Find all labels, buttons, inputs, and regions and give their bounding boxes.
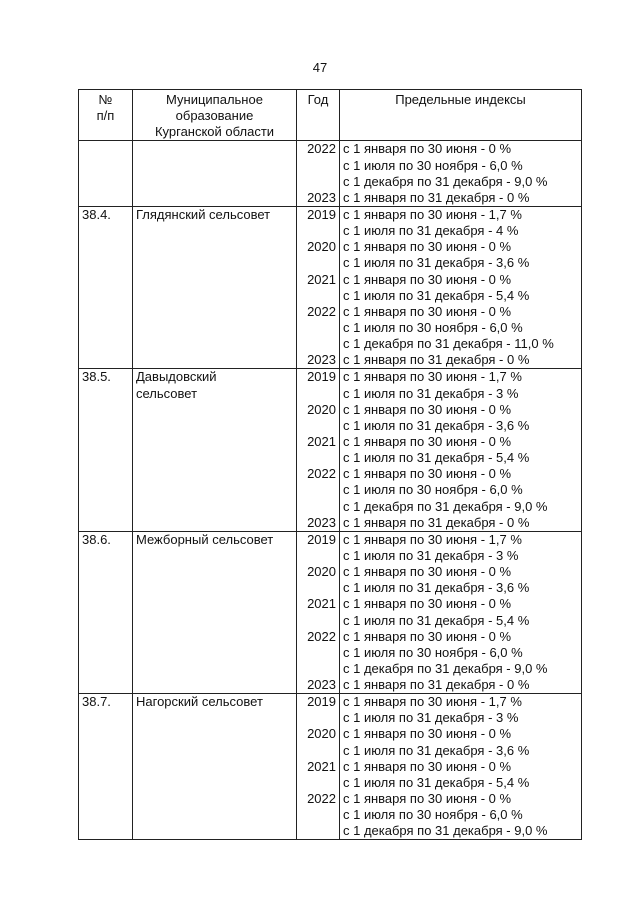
index-line: с 1 января по 30 июня - 0 % (343, 141, 512, 157)
table-row (79, 531, 582, 693)
index-line: с 1 декабря по 31 декабря - 9,0 % (343, 173, 548, 189)
index-line: с 1 июля по 31 декабря - 3,6 % (343, 417, 530, 433)
year-line: 2022 (307, 141, 336, 157)
year-line: 2021 (307, 433, 336, 449)
indices-cell (340, 141, 582, 207)
header-line: № (98, 92, 113, 107)
row-number-cell: 38.7. (79, 694, 133, 840)
year-line: 2022 (307, 791, 336, 807)
index-line: с 1 января по 30 июня - 0 % (343, 401, 512, 417)
index-line: с 1 января по 30 июня - 0 % (343, 564, 512, 580)
index-line: с 1 января по 31 декабря - 0 % (343, 189, 530, 205)
year-line (300, 710, 336, 726)
index-line: с 1 января по 30 июня - 0 % (343, 628, 512, 644)
index-line: с 1 июля по 31 декабря - 5,4 % (343, 287, 530, 303)
year-line (300, 775, 336, 791)
header-line: образование (175, 108, 254, 124)
year-line (300, 320, 336, 336)
index-line: с 1 июля по 30 ноября - 6,0 % (343, 482, 523, 498)
year-line: 2020 (307, 564, 336, 580)
index-line: с 1 июля по 31 декабря - 3 % (343, 385, 519, 401)
index-line: с 1 июля по 31 декабря - 5,4 % (343, 612, 530, 628)
index-line: с 1 января по 31 декабря - 0 % (343, 514, 530, 530)
index-line: с 1 января по 30 июня - 0 % (343, 466, 512, 482)
year-line (300, 613, 336, 629)
index-line: с 1 июля по 31 декабря - 5,4 % (343, 450, 530, 466)
index-line: с 1 января по 30 июня - 0 % (343, 271, 512, 287)
index-line: с 1 июля по 31 декабря - 3,6 % (343, 580, 530, 596)
index-line: с 1 января по 30 июня - 0 % (343, 303, 512, 319)
year-cell (297, 531, 340, 693)
municipality-name-line: Межборный сельсовет (136, 531, 274, 547)
year-line (300, 645, 336, 661)
year-line (300, 482, 336, 498)
year-line (300, 418, 336, 434)
header-line: Курганской области (154, 124, 275, 140)
index-line: с 1 января по 31 декабря - 0 % (343, 352, 530, 368)
table-header-row (79, 90, 582, 141)
row-number-cell (79, 141, 133, 207)
index-line: с 1 января по 30 июня - 0 % (343, 433, 512, 449)
year-line: 2020 (307, 401, 336, 417)
header-line: Предельные индексы (395, 92, 526, 107)
index-line: с 1 января по 30 июня - 0 % (343, 239, 512, 255)
year-line (300, 255, 336, 271)
year-line (300, 158, 336, 174)
header-year (297, 90, 340, 141)
year-cell (297, 141, 340, 207)
year-cell (297, 694, 340, 840)
index-line: с 1 января по 31 декабря - 0 % (343, 677, 530, 693)
year-line: 2021 (307, 271, 336, 287)
header-num (79, 90, 133, 141)
year-line (300, 548, 336, 564)
year-cell (297, 206, 340, 368)
index-line: с 1 декабря по 31 декабря - 9,0 % (343, 498, 548, 514)
year-line: 2019 (307, 531, 336, 547)
index-line: с 1 января по 30 июня - 1,7 % (343, 369, 522, 385)
year-line (300, 288, 336, 304)
year-line: 2019 (307, 206, 336, 222)
year-line: 2022 (307, 466, 336, 482)
municipality-cell (133, 141, 297, 207)
year-line: 2020 (307, 726, 336, 742)
index-line: с 1 января по 30 июня - 0 % (343, 758, 512, 774)
table-row (79, 206, 582, 368)
index-line: с 1 января по 30 июня - 1,7 % (343, 206, 522, 222)
header-line: Год (307, 92, 329, 107)
header-indices (340, 90, 582, 141)
index-line: с 1 января по 30 июня - 0 % (343, 596, 512, 612)
index-line: с 1 июля по 31 декабря - 3,6 % (343, 255, 530, 271)
index-line: с 1 января по 30 июня - 1,7 % (343, 694, 522, 710)
year-line: 2019 (307, 369, 336, 385)
year-line: 2023 (307, 677, 336, 693)
indices-cell (340, 531, 582, 693)
index-line: с 1 января по 30 июня - 1,7 % (343, 531, 522, 547)
year-line (300, 223, 336, 239)
year-line (300, 580, 336, 596)
year-line: 2023 (307, 189, 336, 205)
index-line: с 1 июля по 30 ноября - 6,0 % (343, 157, 523, 173)
table-row (79, 694, 582, 840)
year-line (300, 807, 336, 823)
tariff-index-table (78, 89, 582, 840)
municipality-name-line: сельсовет (136, 385, 198, 401)
header-line: п/п (96, 108, 115, 124)
municipality-name-line: Глядянский сельсовет (136, 206, 271, 222)
year-line (300, 386, 336, 402)
municipality-cell (133, 694, 297, 840)
index-line: с 1 июля по 31 декабря - 3 % (343, 710, 519, 726)
index-line: с 1 июля по 30 ноября - 6,0 % (343, 644, 523, 660)
municipality-name-line: Нагорский сельсовет (136, 694, 263, 710)
table-body (79, 141, 582, 840)
index-line: с 1 января по 30 июня - 0 % (343, 791, 512, 807)
index-line: с 1 июля по 30 ноября - 6,0 % (343, 807, 523, 823)
year-line (300, 499, 336, 515)
indices-cell (340, 694, 582, 840)
municipality-cell (133, 531, 297, 693)
year-line (300, 743, 336, 759)
year-line (300, 450, 336, 466)
page-number: 47 (312, 60, 328, 75)
index-line: с 1 июля по 31 декабря - 3,6 % (343, 742, 530, 758)
year-line: 2022 (307, 303, 336, 319)
year-line (300, 174, 336, 190)
year-line (300, 823, 336, 839)
year-line: 2021 (307, 758, 336, 774)
year-line: 2023 (307, 352, 336, 368)
municipality-cell (133, 369, 297, 531)
year-line: 2023 (307, 514, 336, 530)
index-line: с 1 декабря по 31 декабря - 9,0 % (343, 823, 548, 839)
municipality-cell (133, 206, 297, 368)
year-line: 2022 (307, 628, 336, 644)
indices-cell (340, 369, 582, 531)
header-municipality (133, 90, 297, 141)
municipality-name-line (136, 141, 293, 157)
year-line: 2021 (307, 596, 336, 612)
row-number-cell: 38.6. (79, 531, 133, 693)
table-row (79, 369, 582, 531)
index-line: с 1 января по 30 июня - 0 % (343, 726, 512, 742)
row-number-cell: 38.4. (79, 206, 133, 368)
index-line: с 1 июля по 31 декабря - 4 % (343, 223, 519, 239)
index-line: с 1 июля по 31 декабря - 3 % (343, 547, 519, 563)
municipality-name-line: Давыдовский (136, 369, 217, 385)
year-line: 2020 (307, 239, 336, 255)
year-line (300, 661, 336, 677)
index-line: с 1 декабря по 31 декабря - 9,0 % (343, 660, 548, 676)
row-number-cell: 38.5. (79, 369, 133, 531)
table-row (79, 141, 582, 207)
year-line (300, 336, 336, 352)
year-line: 2019 (307, 694, 336, 710)
index-line: с 1 декабря по 31 декабря - 11,0 % (343, 336, 554, 352)
header-line: Муниципальное (166, 92, 263, 107)
indices-cell (340, 206, 582, 368)
index-line: с 1 июля по 30 ноября - 6,0 % (343, 319, 523, 335)
year-cell (297, 369, 340, 531)
index-line: с 1 июля по 31 декабря - 5,4 % (343, 774, 530, 790)
